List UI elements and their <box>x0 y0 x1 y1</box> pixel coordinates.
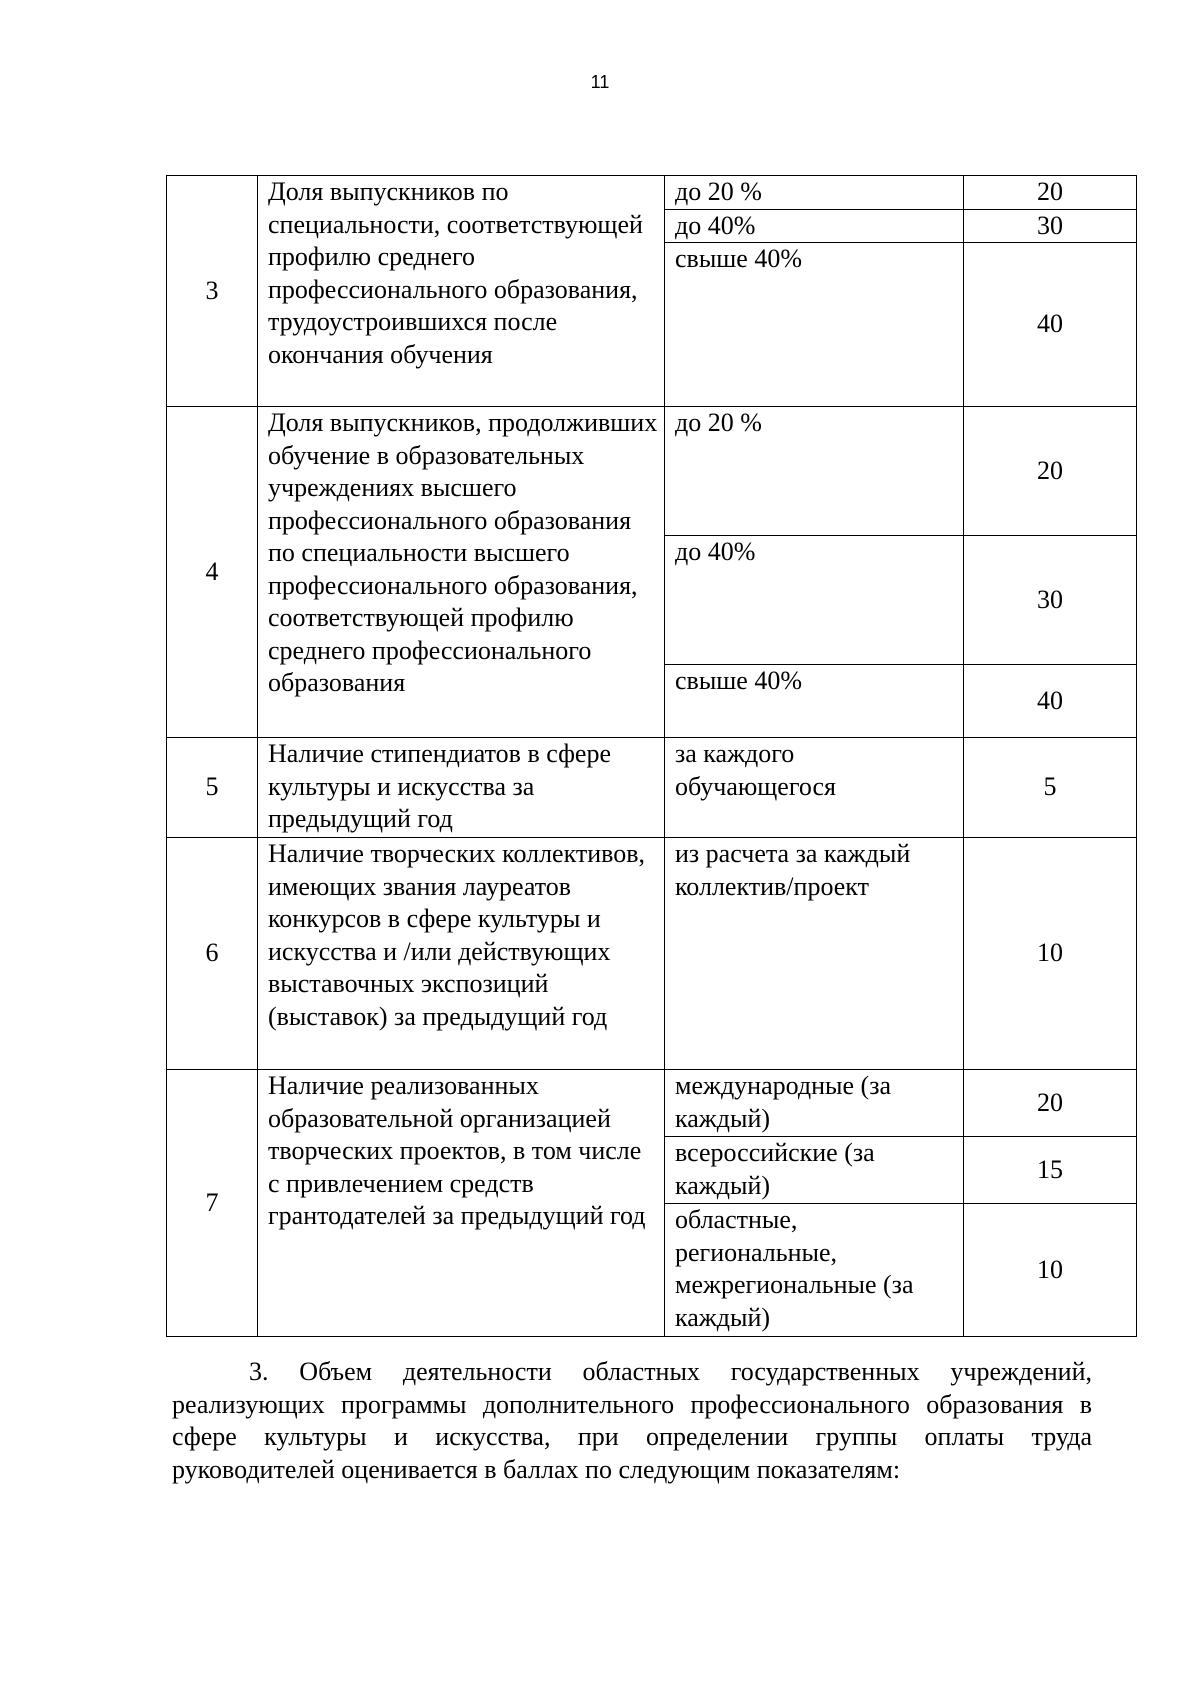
score-cell: 30 <box>964 536 1137 665</box>
page-number: 11 <box>590 72 610 92</box>
score-cell: 20 <box>964 1070 1137 1137</box>
table-row <box>167 738 1137 838</box>
table-row <box>167 1070 1137 1137</box>
indicator-cell: Доля выпускников, продолживших обучение в образовательных учреждениях высшего профессионального образования по специальности высшего профессионального образования, соответствующей профилю среднего профессионального образования <box>258 407 665 738</box>
criteria-table <box>166 175 1137 1337</box>
indicator-cell: Наличие реализованных образовательной организацией творческих проектов, в том числе с привлечением средств грантодателей за предыдущий год <box>258 1070 665 1337</box>
score-cell: 40 <box>964 665 1137 738</box>
condition-cell: до 40% <box>665 536 964 665</box>
condition-cell: свыше 40% <box>665 665 964 738</box>
condition-cell: всероссийские (за каждый) <box>665 1137 964 1204</box>
indicator-cell: Наличие творческих коллективов, имеющих звания лауреатов конкурсов в сфере культуры и искусства и /или действующих выставочных экспозиций (выставок) за предыдущий год <box>258 838 665 1070</box>
table-row <box>167 407 1137 536</box>
table-row <box>167 176 1137 210</box>
score-cell: 30 <box>964 209 1137 243</box>
score-cell: 15 <box>964 1137 1137 1204</box>
condition-cell: областные, региональные, межрегиональные (за каждый) <box>665 1204 964 1337</box>
score-cell: 10 <box>964 1204 1137 1337</box>
condition-cell: до 20 % <box>665 407 964 536</box>
indicator-cell: Доля выпускников по специальности, соответствующей профилю среднего профессионального образования, трудоустроившихся после окончания обучения <box>258 176 665 407</box>
row-number: 4 <box>167 407 258 738</box>
indicator-cell: Наличие стипендиатов в сфере культуры и искусства за предыдущий год <box>258 738 665 838</box>
score-cell: 5 <box>964 738 1137 838</box>
row-number: 5 <box>167 738 258 838</box>
table-row <box>167 838 1137 1070</box>
row-number: 7 <box>167 1070 258 1337</box>
score-cell: 20 <box>964 407 1137 536</box>
condition-cell: до 40% <box>665 209 964 243</box>
condition-cell: международные (за каждый) <box>665 1070 964 1137</box>
paragraph-text: 3. Объем деятельности областных государственных учреждений, реализующих программы дополнительного профессионального образования в сфере культуры и искусства, при определении группы оплаты труда руководителей оценивается в баллах по следующим показателям: <box>172 1357 1092 1484</box>
score-cell: 40 <box>964 243 1137 407</box>
row-number: 3 <box>167 176 258 407</box>
condition-cell: свыше 40% <box>665 243 964 407</box>
body-paragraph <box>172 1356 1092 1486</box>
score-cell: 20 <box>964 176 1137 210</box>
score-cell: 10 <box>964 838 1137 1070</box>
row-number: 6 <box>167 838 258 1070</box>
condition-cell: до 20 % <box>665 176 964 210</box>
condition-cell: за каждого обучающегося <box>665 738 964 838</box>
condition-cell: из расчета за каждый коллектив/проект <box>665 838 964 1070</box>
